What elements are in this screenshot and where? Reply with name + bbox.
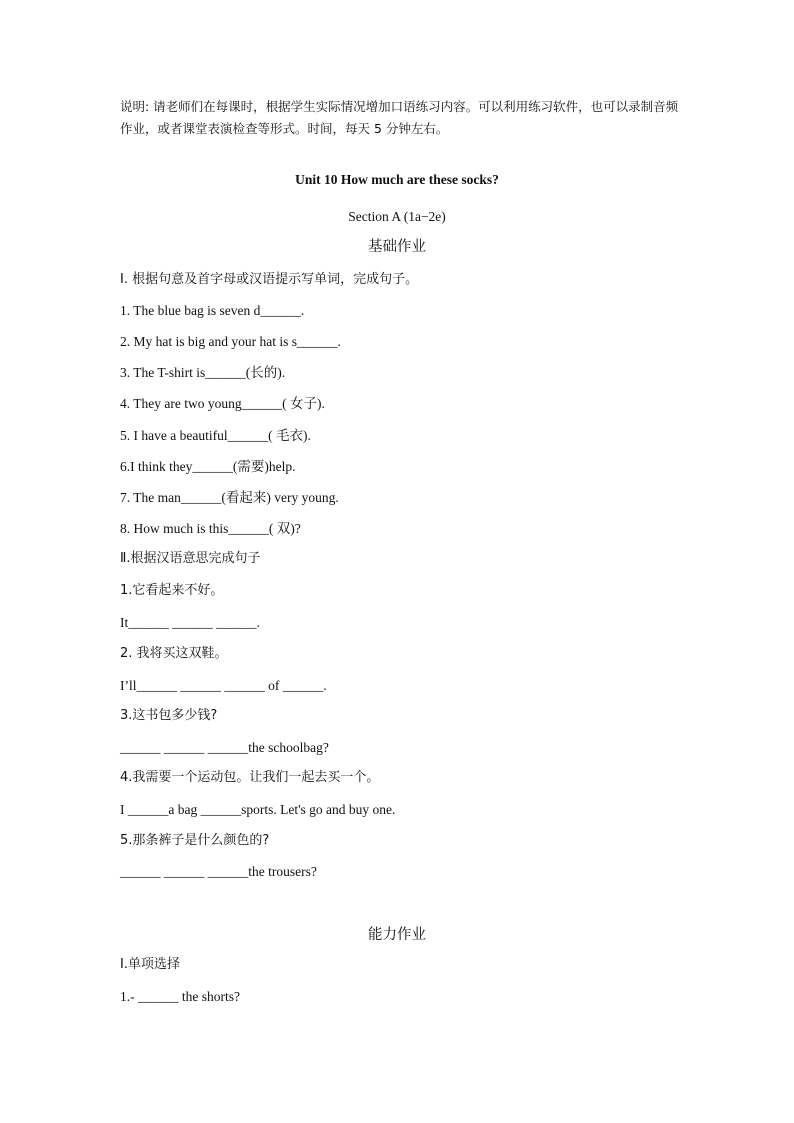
part2-q1-chinese: 1.它看起来不好。 — [120, 583, 224, 598]
part2-q5-english: ______ ______ ______the trousers? — [120, 864, 317, 879]
part2-q1-english: It______ ______ ______. — [120, 615, 260, 630]
part1-item-4: 4. They are two young______( 女子). — [120, 396, 325, 411]
part1-item-3: 3. The T-shirt is______(长的). — [120, 365, 286, 380]
part1-item-7: 7. The man______(看起来) very young. — [120, 490, 339, 505]
section-label: Section A (1a−2e) — [348, 209, 446, 224]
instruction-note: 说明: 请老师们在每课时，根据学生实际情况增加口语练习内容。可以利用练习软件，也可以录制音频作业，或者课堂表演检查等形式。时间，每天 5 分钟左右。 — [120, 99, 679, 136]
part1-item-8: 8. How much is this______( 双)? — [120, 521, 301, 536]
part1-heading: I. 根据句意及首字母或汉语提示写单词，完成句子。 — [120, 272, 419, 287]
part2-q3-english: ______ ______ ______the schoolbag? — [120, 740, 329, 755]
part2-q2-chinese: 2. 我将买这双鞋。 — [120, 646, 228, 661]
part3-heading: I.单项选择 — [120, 957, 180, 972]
basic-homework-heading: 基础作业 — [368, 239, 426, 255]
unit-title: Unit 10 How much are these socks? — [295, 172, 499, 187]
part1-item-5: 5. I have a beautiful______( 毛衣). — [120, 428, 311, 443]
part1-item-2: 2. My hat is big and your hat is s______. — [120, 334, 341, 349]
part2-q4-chinese: 4.我需要一个运动包。让我们一起去买一个。 — [120, 770, 380, 785]
part2-q3-chinese: 3.这书包多少钱? — [120, 708, 218, 723]
part2-q5-chinese: 5.那条裤子是什么颜色的? — [120, 833, 270, 848]
part2-heading: Ⅱ.根据汉语意思完成句子 — [120, 551, 261, 566]
ability-homework-heading: 能力作业 — [368, 927, 426, 943]
part1-item-1: 1. The blue bag is seven d______. — [120, 303, 305, 318]
part2-q2-english: I’ll______ ______ ______ of ______. — [120, 678, 327, 693]
part1-item-6: 6.I think they______(需要)help. — [120, 459, 296, 474]
part2-q4-english: I ______a bag ______sports. Let's go and buy one. — [120, 802, 396, 817]
part3-q1: 1.- ______ the shorts? — [120, 989, 240, 1004]
